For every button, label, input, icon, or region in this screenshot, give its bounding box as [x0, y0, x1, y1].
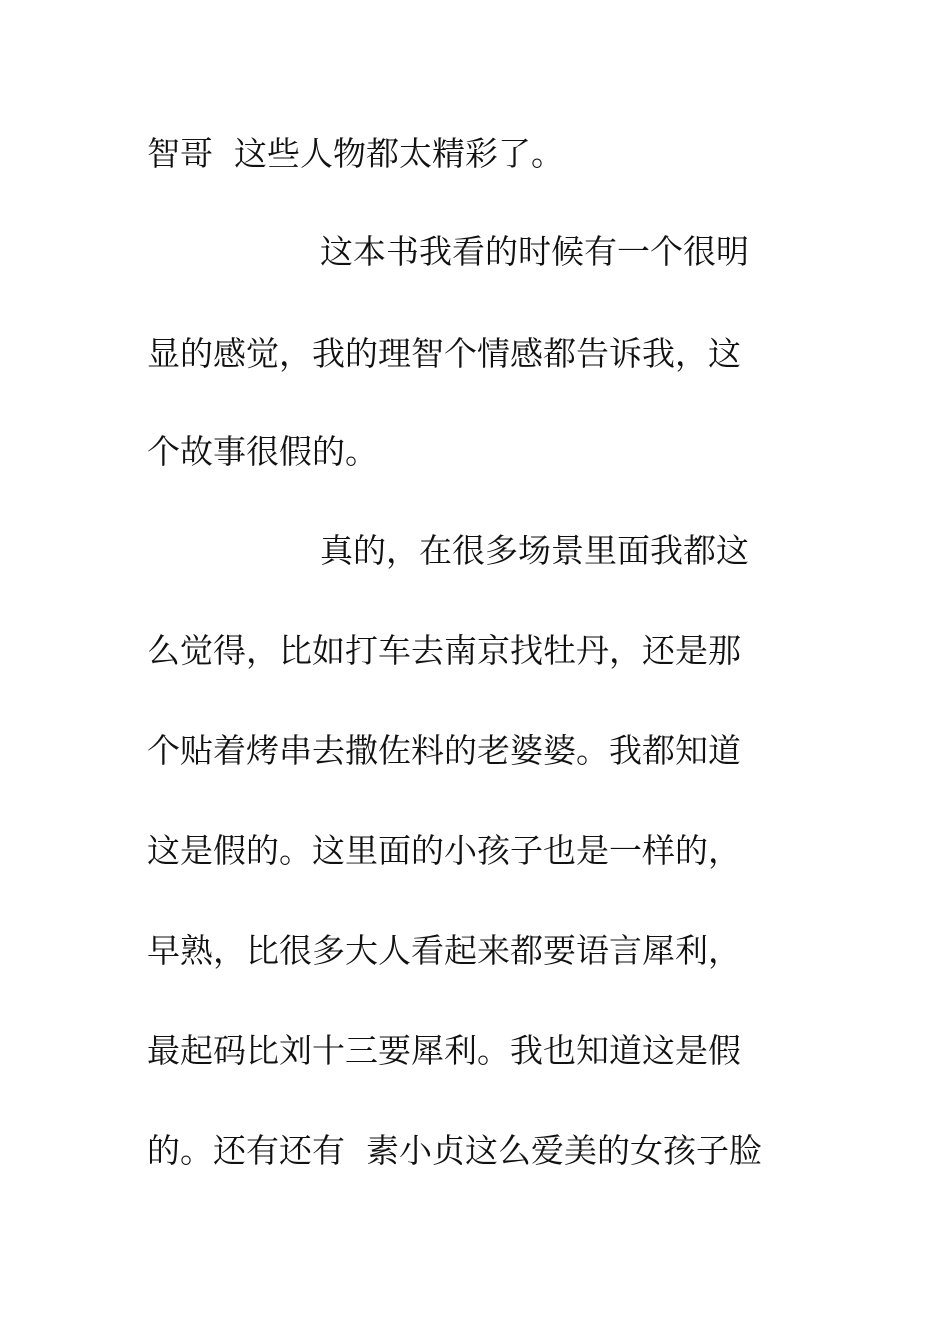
text-line-4: 个故事很假的。 [147, 432, 378, 471]
text-line-6: 么觉得，比如打车去南京找牡丹，还是那 [147, 631, 741, 670]
text-line-8: 这是假的。这里面的小孩子也是一样的， [147, 831, 741, 870]
text-line-9: 早熟，比很多大人看起来都要语言犀利， [147, 931, 741, 970]
text-line-3: 显的感觉，我的理智个情感都告诉我，这 [147, 334, 741, 373]
text-line-7: 个贴着烤串去撒佐料的老婆婆。我都知道 [147, 731, 741, 770]
text-line-1: 智哥 这些人物都太精彩了。 [147, 134, 564, 173]
text-line-11: 的。还有还有 素小贞这么爱美的女孩子脸 [147, 1131, 762, 1170]
paragraph-start-line-2: 这本书我看的时候有一个很明 [320, 232, 749, 271]
paragraph-start-line-5: 真的，在很多场景里面我都这 [320, 531, 749, 570]
text-line-10: 最起码比刘十三要犀利。我也知道这是假 [147, 1031, 741, 1070]
